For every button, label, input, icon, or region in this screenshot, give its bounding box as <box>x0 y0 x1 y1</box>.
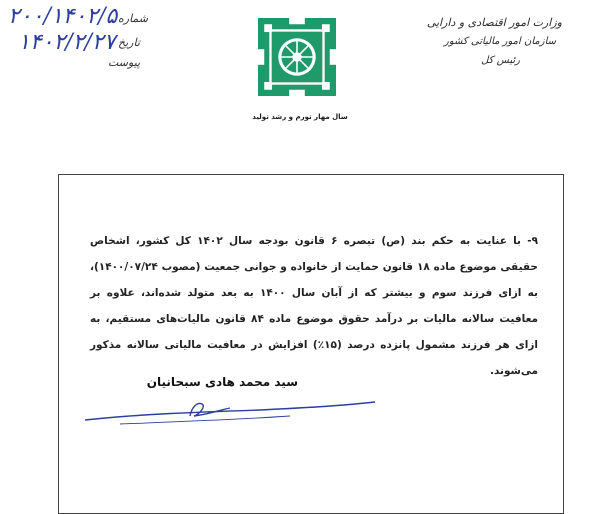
number-label: شماره <box>118 12 149 25</box>
body-paragraph: ۹- با عنایت به حکم بند (ص) تبصره ۶ قانون بودجه سال ۱۴۰۲ کل کشور، اشخاص حقیقی موضوع ماده ۱۸ قانون حمایت از خانواده و جوانی جمعیت (مصوب ۱۴۰۰/۰۷/۲۴)، به ازای فرزند سوم و بیشتر که از آبان سال ۱۴۰۰ به بعد متولد شده‌اند، علاوه بر معافیت سالانه مالیات بر درآمد حقوق موضوع ماده ۸۴ قانون مالیات‌های مستقیم، به ازای هر فرزند مشمول پانزده درصد (۱۵٪) افزایش در معافیت مالیاتی سالانه مذکور می‌شوند. <box>90 235 539 377</box>
position-title: رئیس کل <box>481 55 520 66</box>
handwritten-signature <box>80 392 380 432</box>
tax-organization-emblem-icon <box>258 18 336 96</box>
letter-date: ۱۴۰۲/۲/۲۷ <box>18 30 116 55</box>
date-label: تاریخ <box>118 36 140 49</box>
organization-name: سازمان امور مالیاتی کشور <box>444 36 556 47</box>
year-motto: سال مهار تورم و رشد تولید <box>252 113 348 121</box>
attachment-label: پیوست <box>108 56 141 69</box>
letter-number: ۲۰۰/۱۴۰۲/۵ <box>8 4 118 29</box>
signer-name: سید محمد هادی سبحانیان <box>146 375 298 389</box>
ministry-name: وزارت امور اقتصادی و دارایی <box>426 16 562 29</box>
